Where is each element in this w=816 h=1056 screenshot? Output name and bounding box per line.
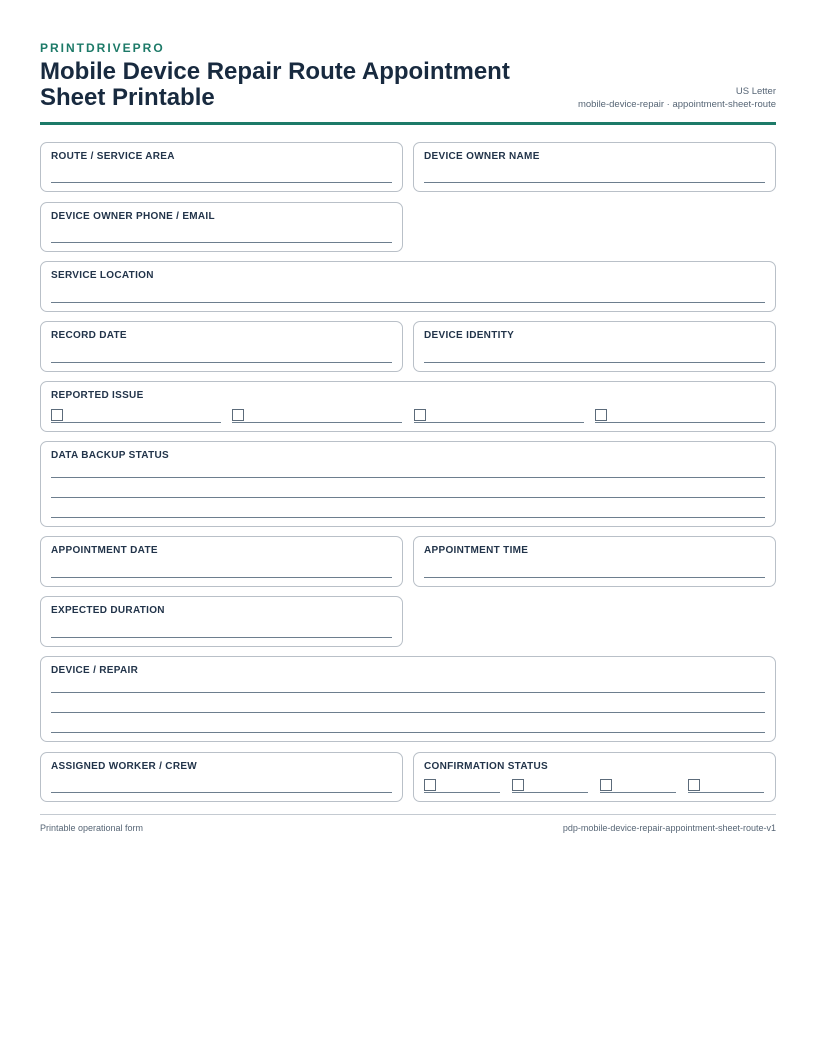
device-repair-line[interactable] [51, 732, 765, 733]
paper-size: US Letter [735, 86, 776, 97]
device-identity-field [413, 321, 776, 372]
reported-issue-option[interactable] [595, 409, 765, 423]
document-tags: mobile-device-repair · appointment-sheet-route [577, 99, 776, 110]
expected-duration-field [40, 596, 403, 647]
route-service-area-field [40, 142, 403, 192]
appointment-date-label: APPOINTMENT DATE [51, 545, 158, 556]
checkbox[interactable] [512, 779, 524, 791]
record-date-line[interactable] [51, 362, 392, 363]
checkbox[interactable] [424, 779, 436, 791]
device-repair-label: DEVICE / REPAIR [51, 665, 139, 676]
service-location-label: SERVICE LOCATION [51, 270, 154, 281]
confirmation-status-field [413, 752, 776, 802]
assigned-worker-label: ASSIGNED WORKER / CREW [51, 761, 198, 772]
checkbox[interactable] [595, 409, 607, 421]
device-owner-name-label: DEVICE OWNER NAME [424, 151, 540, 162]
reported-issue-option[interactable] [232, 409, 402, 423]
device-repair-line[interactable] [51, 692, 765, 693]
expected-duration-label: EXPECTED DURATION [51, 605, 165, 616]
service-location-field [40, 261, 776, 312]
checkbox[interactable] [51, 409, 63, 421]
footer-rule [40, 814, 776, 815]
record-date-label: RECORD DATE [51, 330, 127, 341]
page-title: Mobile Device Repair Route Appointment Sheet Printable [40, 58, 510, 111]
device-owner-name-field [413, 142, 776, 192]
assigned-worker-line[interactable] [51, 792, 392, 793]
document-meta [578, 85, 776, 111]
appointment-time-line[interactable] [424, 577, 765, 578]
assigned-worker-field [40, 752, 403, 802]
appointment-date-line[interactable] [51, 577, 392, 578]
footer-note: Printable operational form [40, 823, 144, 833]
expected-duration-line[interactable] [51, 637, 392, 638]
appointment-time-label: APPOINTMENT TIME [424, 545, 529, 556]
device-owner-contact-line[interactable] [51, 242, 392, 243]
reported-issue-option[interactable] [414, 409, 584, 423]
data-backup-status-line[interactable] [51, 497, 765, 498]
confirmation-status-option[interactable] [512, 779, 588, 793]
device-owner-contact-label: DEVICE OWNER PHONE / EMAIL [51, 211, 215, 222]
checkbox[interactable] [688, 779, 700, 791]
reported-issue-option[interactable] [51, 409, 221, 423]
reported-issue-label: REPORTED ISSUE [51, 390, 144, 401]
data-backup-status-field [40, 441, 776, 527]
form-id: pdp-mobile-device-repair-appointment-sheet-route-v1 [562, 823, 776, 833]
header-rule [40, 122, 776, 125]
service-location-line[interactable] [51, 302, 765, 303]
device-identity-label: DEVICE IDENTITY [424, 330, 515, 341]
route-service-area-label: ROUTE / SERVICE AREA [51, 151, 175, 162]
checkbox[interactable] [232, 409, 244, 421]
checkbox[interactable] [414, 409, 426, 421]
appointment-date-field [40, 536, 403, 587]
device-repair-field [40, 656, 776, 742]
device-identity-line[interactable] [424, 362, 765, 363]
brand-name: PRINTDRIVEPRO [40, 41, 165, 55]
device-repair-line[interactable] [51, 712, 765, 713]
device-owner-contact-field [40, 202, 403, 252]
confirmation-status-option[interactable] [688, 779, 764, 793]
data-backup-status-line[interactable] [51, 517, 765, 518]
checkbox[interactable] [600, 779, 612, 791]
confirmation-status-option[interactable] [600, 779, 676, 793]
route-service-area-line[interactable] [51, 182, 392, 183]
confirmation-status-label: CONFIRMATION STATUS [424, 761, 549, 772]
appointment-time-field [413, 536, 776, 587]
data-backup-status-label: DATA BACKUP STATUS [51, 450, 169, 461]
device-owner-name-line[interactable] [424, 182, 765, 183]
data-backup-status-line[interactable] [51, 477, 765, 478]
reported-issue-field [40, 381, 776, 432]
confirmation-status-option[interactable] [424, 779, 500, 793]
record-date-field [40, 321, 403, 372]
